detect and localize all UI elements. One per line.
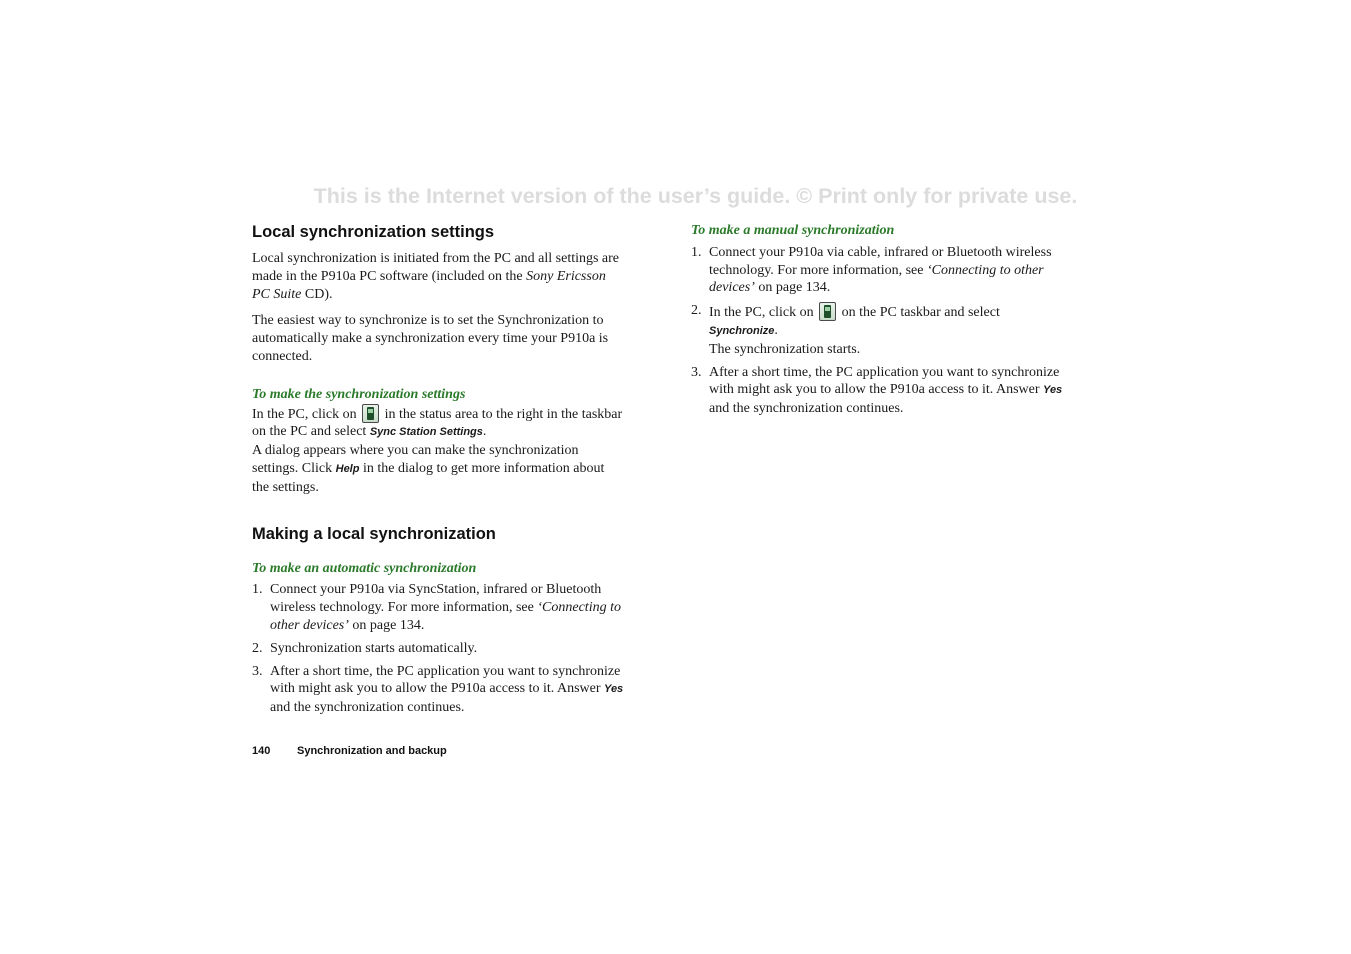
pc-suite-icon — [819, 302, 836, 321]
list-item: 1. Connect your P910a via SyncStation, infrared or Bluetooth wireless technology. For more information, see ‘Connecting to other devices’ on page 134. — [252, 582, 621, 633]
watermark: This is the Internet version of the user’s guide. © Print only for private use. — [313, 184, 1078, 208]
settings-instructions: In the PC, click on in the status area to the right in the taskbar on the PC and select Sync Station Settings. A dialog appears where you can make the synchronization settings. Click Help in the dialog to get more information about the settings. — [252, 404, 624, 497]
ui-help: Help — [335, 462, 360, 475]
ui-sync-station-settings: Sync Station Settings — [369, 426, 483, 439]
automatic-sync-steps — [252, 581, 624, 717]
pc-suite-icon — [362, 404, 379, 423]
list-item: 2. Synchronization starts automatically. — [252, 640, 478, 656]
easiest-way-paragraph: The easiest way to synchronize is to set the Synchronization to automatically make a synchronization every time your P910a is connected. — [252, 313, 609, 364]
list-item: 3. After a short time, the PC application you want to synchronize with might ask you to allow the P910a access to it. Answer Yes and the synchronization continues. — [252, 663, 624, 716]
section-title: Synchronization and backup — [297, 745, 447, 757]
heading-local-sync-settings: Local synchronization settings — [252, 223, 495, 241]
list-item: 2. In the PC, click on on the PC taskbar and select Synchronize. The synchronization starts. — [691, 303, 1000, 357]
list-item: 3. After a short time, the PC application you want to synchronize with might ask you to allow the P910a access to it. Answer Yes and the synchronization continues. — [691, 364, 1063, 417]
ui-yes: Yes — [1043, 384, 1063, 397]
page-number: 140 — [252, 745, 271, 757]
right-column — [691, 222, 1063, 423]
ui-yes: Yes — [604, 683, 624, 696]
subheading-manual-sync: To make a manual synchronization — [691, 223, 895, 238]
subheading-sync-settings: To make the synchronization settings — [252, 386, 466, 402]
intro-paragraph: Local synchronization is initiated from the PC and all settings are made in the P910a PC software (included on the Sony Ericsson PC Suite CD). — [252, 251, 620, 302]
list-item: 1. Connect your P910a via cable, infrared or Bluetooth wireless technology. For more information, see ‘Connecting to other devices’ on page 134. — [691, 244, 1052, 296]
ui-synchronize: Synchronize — [709, 324, 775, 337]
left-column — [252, 220, 624, 722]
page-footer — [252, 745, 447, 757]
subheading-automatic-sync: To make an automatic synchronization — [252, 560, 477, 576]
manual-sync-steps — [691, 244, 1063, 418]
heading-making-local-sync: Making a local synchronization — [252, 524, 496, 543]
